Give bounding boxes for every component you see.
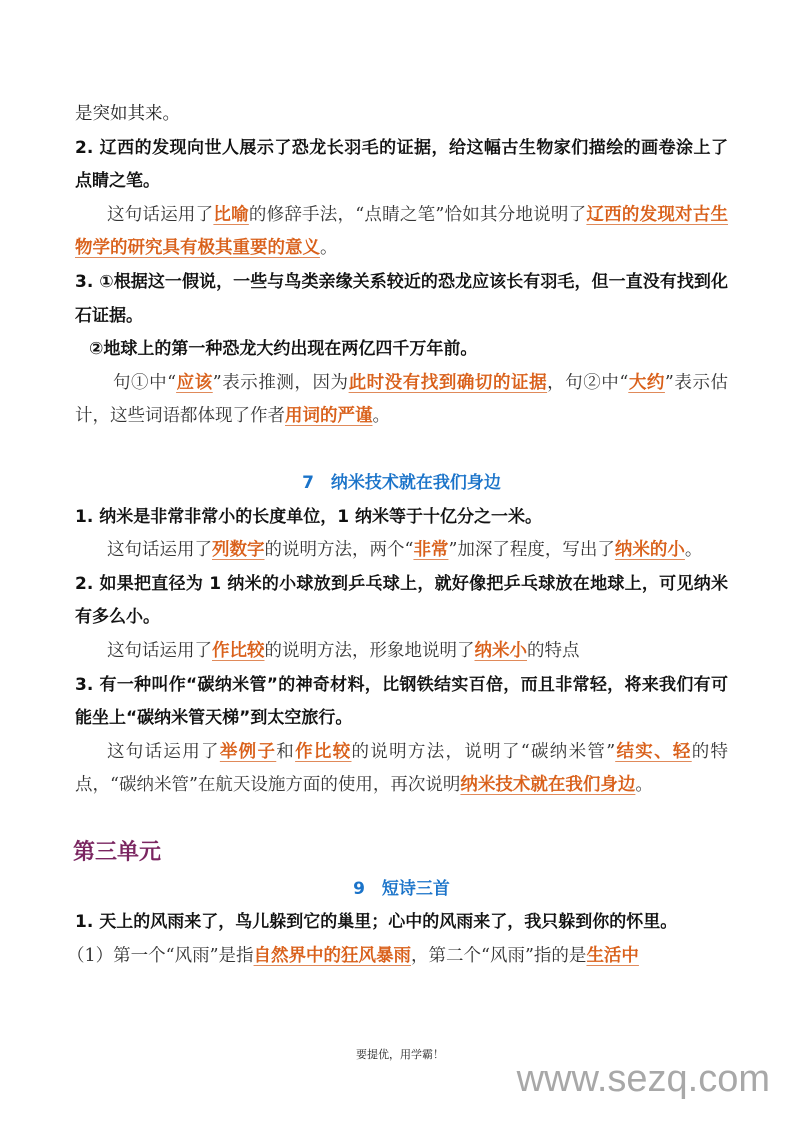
unit-heading [73,833,728,873]
explanation [75,635,728,669]
question-sentence [75,669,728,736]
text-segment: 是突如其来。 [75,104,180,124]
text-segment: ，第二个“风雨”指的是 [411,946,587,967]
text-segment: 1. 纳米是非常非常小的长度单位，1 纳米等于十亿分之一米。 [75,506,542,527]
text-segment: 的特点 [527,640,580,661]
text-segment: 这句话运用了 [107,540,212,561]
text-segment: 的说明方法，说明了“碳纳米管” [351,741,616,762]
lesson-title [75,873,728,907]
question-sentence [75,568,728,635]
answer-text: 大约 [628,372,665,393]
text-segment: 2. 如果把直径为 1 纳米的小球放到乒乓球上，就好像把乒乓球放在地球上，可见纳米有多么小。 [75,573,728,628]
text-segment: 3. 有一种叫作“碳纳米管”的神奇材料，比钢铁结实百倍，而且非常轻，将来我们有可能坐上“碳纳米管天梯”到太空旅行。 [75,674,728,729]
question-sentence [75,906,728,940]
explanation [75,367,728,434]
watermark: www.sezq.com [516,1058,770,1100]
answer-text: 生活中 [586,946,639,967]
answer-text: 结实、轻 [615,741,692,762]
text-segment: 。 [372,406,390,427]
text-segment: 的特点，“碳纳米管”在航天设施方面的使用，再次说明 [75,741,729,796]
explanation [75,736,728,803]
text-segment: 。 [635,775,653,796]
text-segment: 1. 天上的风雨来了，鸟儿躲到它的巢里；心中的风雨来了，我只躲到你的怀里。 [75,912,678,933]
text-segment: 。 [684,540,703,561]
text-segment: 这句话运用了 [107,640,212,661]
question-sentence [75,501,728,535]
page-footer: 要提优，用学霸！ [356,1048,444,1061]
text-segment: （1）第一个“风雨”是指 [67,946,254,967]
explanation [75,534,728,568]
text-segment: 3. ①根据这一假说，一些与鸟类亲缘关系较近的恐龙应该长有羽毛，但一直没有找到化石证据。 [75,271,728,326]
lesson-title [75,467,728,501]
text-segment: 9 短诗三首 [353,878,450,899]
document-body [67,98,729,974]
text-segment: 的修辞手法，“点睛之笔”恰如其分地说明了 [248,204,587,225]
text-segment: 这句话运用了 [107,741,220,762]
text-segment: 句①中“ [113,372,177,393]
question-sentence [75,333,728,367]
text-segment: 2. 辽西的发现向世人展示了恐龙长羽毛的证据，给这幅古生物家们描绘的画卷涂上了点睛之笔。 [75,137,728,192]
answer-text: 比喻 [213,204,249,225]
answer-text: 作比较 [212,640,265,661]
answer-text: 自然界中的狂风暴雨 [253,946,412,967]
text-segment: 第三单元 [73,839,162,865]
answer-text: 此时没有找到确切的证据 [348,372,548,393]
text-segment: ”表示估计，这些词语都体现了作者 [75,372,729,427]
text-segment: 的说明方法，形象地说明了 [264,640,475,661]
explanation [75,199,728,266]
text-segment: 和 [276,741,296,762]
paragraph [75,98,728,132]
answer-text: 纳米技术就在我们身边 [460,775,636,796]
answer-text: 纳米的小 [614,540,685,561]
answer-text: 纳米小 [474,640,527,661]
question-sentence [75,266,728,333]
text-segment: 的说明方法，两个“ [264,540,414,561]
text-segment: ”加深了程度，写出了 [448,540,615,561]
answer-text: 举例子 [219,741,277,762]
sub-question [67,940,728,974]
answer-text: 用词的严谨 [285,406,373,427]
text-segment: 。 [320,238,338,259]
text-segment: 7 纳米技术就在我们身边 [302,472,501,493]
text-segment: ，句②中“ [547,372,629,393]
answer-text: 辽西的发现对古生物学的研究具有极其重要的意义 [75,204,729,259]
text-segment: ”表示推测，因为 [212,372,349,393]
answer-text: 非常 [413,540,449,561]
answer-text: 作比较 [295,741,352,762]
question-sentence [75,132,728,199]
text-segment: ②地球上的第一种恐龙大约出现在两亿四千万年前。 [89,339,478,360]
answer-text: 列数字 [212,540,265,561]
answer-text: 应该 [176,372,213,393]
text-segment: 这句话运用了 [107,204,214,225]
